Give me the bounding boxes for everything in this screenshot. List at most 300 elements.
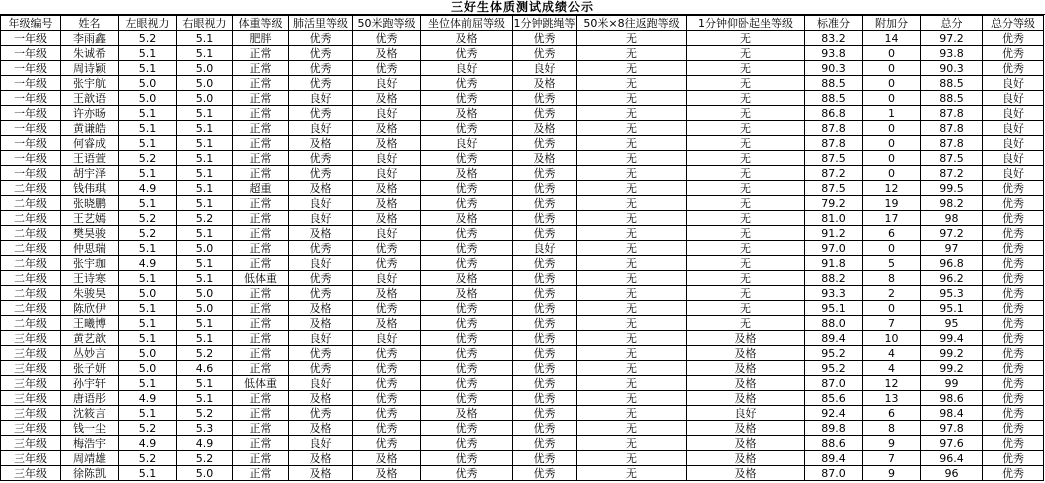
table-cell[interactable]: 正常 <box>233 76 289 91</box>
table-cell[interactable]: 及格 <box>421 286 513 301</box>
table-cell[interactable]: 优秀 <box>421 121 513 136</box>
table-cell[interactable]: 98.6 <box>921 391 983 406</box>
table-cell[interactable]: 无 <box>687 31 805 46</box>
table-cell[interactable]: 优秀 <box>421 226 513 241</box>
table-cell[interactable]: 8 <box>863 271 921 286</box>
table-cell[interactable]: 良好 <box>289 196 353 211</box>
table-cell[interactable]: 无 <box>687 256 805 271</box>
table-cell[interactable]: 5.1 <box>119 196 177 211</box>
table-cell[interactable]: 无 <box>687 106 805 121</box>
table-cell[interactable]: 87.5 <box>805 181 863 196</box>
table-cell[interactable]: 1 <box>863 106 921 121</box>
table-cell[interactable]: 4.9 <box>177 436 233 451</box>
table-cell[interactable]: 张晓鹏 <box>61 196 119 211</box>
table-cell[interactable]: 0 <box>863 151 921 166</box>
table-cell[interactable]: 4 <box>863 361 921 376</box>
table-cell[interactable]: 无 <box>687 196 805 211</box>
table-cell[interactable]: 95.2 <box>805 346 863 361</box>
table-cell[interactable]: 5.1 <box>177 181 233 196</box>
table-cell[interactable]: 二年级 <box>1 241 61 256</box>
table-cell[interactable]: 5.1 <box>177 196 233 211</box>
table-cell[interactable]: 5.1 <box>177 106 233 121</box>
table-cell[interactable]: 无 <box>687 76 805 91</box>
column-header[interactable]: 50米跑等级 <box>353 16 421 31</box>
table-cell[interactable]: 5.2 <box>119 31 177 46</box>
table-cell[interactable]: 优秀 <box>983 451 1044 466</box>
table-cell[interactable]: 良好 <box>353 331 421 346</box>
table-cell[interactable]: 朱骏昊 <box>61 286 119 301</box>
table-cell[interactable]: 正常 <box>233 61 289 76</box>
table-cell[interactable]: 良好 <box>289 211 353 226</box>
table-cell[interactable]: 及格 <box>289 421 353 436</box>
table-cell[interactable]: 87.8 <box>921 106 983 121</box>
table-cell[interactable]: 超重 <box>233 181 289 196</box>
table-cell[interactable]: 良好 <box>289 436 353 451</box>
table-cell[interactable]: 优秀 <box>421 376 513 391</box>
table-cell[interactable]: 正常 <box>233 121 289 136</box>
table-cell[interactable]: 三年级 <box>1 331 61 346</box>
table-cell[interactable]: 正常 <box>233 241 289 256</box>
table-cell[interactable]: 二年级 <box>1 181 61 196</box>
table-cell[interactable]: 89.8 <box>805 421 863 436</box>
table-cell[interactable]: 优秀 <box>289 46 353 61</box>
column-header[interactable]: 姓名 <box>61 16 119 31</box>
table-cell[interactable]: 5.0 <box>119 76 177 91</box>
table-cell[interactable]: 及格 <box>687 331 805 346</box>
table-cell[interactable]: 良好 <box>289 91 353 106</box>
table-cell[interactable]: 优秀 <box>421 196 513 211</box>
table-cell[interactable]: 无 <box>687 301 805 316</box>
table-cell[interactable]: 95.2 <box>805 361 863 376</box>
table-cell[interactable]: 4.9 <box>119 391 177 406</box>
table-cell[interactable]: 无 <box>687 151 805 166</box>
table-cell[interactable]: 正常 <box>233 421 289 436</box>
table-cell[interactable]: 5.0 <box>119 91 177 106</box>
table-cell[interactable]: 优秀 <box>513 286 577 301</box>
table-cell[interactable]: 优秀 <box>289 106 353 121</box>
table-cell[interactable]: 89.4 <box>805 451 863 466</box>
table-cell[interactable]: 优秀 <box>983 421 1044 436</box>
table-cell[interactable]: 91.8 <box>805 256 863 271</box>
table-cell[interactable]: 无 <box>577 391 687 406</box>
table-cell[interactable]: 优秀 <box>983 241 1044 256</box>
table-cell[interactable]: 无 <box>687 181 805 196</box>
table-cell[interactable]: 正常 <box>233 211 289 226</box>
table-cell[interactable]: 无 <box>687 286 805 301</box>
table-cell[interactable]: 及格 <box>513 76 577 91</box>
table-cell[interactable]: 及格 <box>421 271 513 286</box>
table-cell[interactable]: 5.1 <box>177 271 233 286</box>
table-cell[interactable]: 90.3 <box>805 61 863 76</box>
table-cell[interactable]: 李雨鑫 <box>61 31 119 46</box>
table-cell[interactable]: 88.6 <box>805 436 863 451</box>
table-cell[interactable]: 良好 <box>513 61 577 76</box>
table-cell[interactable]: 良好 <box>513 241 577 256</box>
table-cell[interactable]: 及格 <box>421 31 513 46</box>
table-cell[interactable]: 优秀 <box>421 316 513 331</box>
table-cell[interactable]: 优秀 <box>513 466 577 481</box>
table-cell[interactable]: 7 <box>863 451 921 466</box>
table-cell[interactable]: 0 <box>863 46 921 61</box>
table-cell[interactable]: 良好 <box>353 271 421 286</box>
table-cell[interactable]: 优秀 <box>421 301 513 316</box>
table-cell[interactable]: 0 <box>863 241 921 256</box>
table-cell[interactable]: 5.0 <box>177 61 233 76</box>
table-cell[interactable]: 一年级 <box>1 136 61 151</box>
table-cell[interactable]: 优秀 <box>513 106 577 121</box>
table-cell[interactable]: 一年级 <box>1 166 61 181</box>
table-cell[interactable]: 良好 <box>983 91 1044 106</box>
table-cell[interactable]: 0 <box>863 121 921 136</box>
table-cell[interactable]: 及格 <box>353 196 421 211</box>
table-cell[interactable]: 优秀 <box>421 421 513 436</box>
table-cell[interactable]: 88.5 <box>805 76 863 91</box>
table-cell[interactable]: 87.5 <box>921 151 983 166</box>
table-cell[interactable]: 低体重 <box>233 376 289 391</box>
table-cell[interactable]: 97.6 <box>921 436 983 451</box>
table-cell[interactable]: 及格 <box>353 91 421 106</box>
table-cell[interactable]: 王语萱 <box>61 151 119 166</box>
table-cell[interactable]: 正常 <box>233 196 289 211</box>
table-cell[interactable]: 及格 <box>289 301 353 316</box>
table-cell[interactable]: 5.1 <box>119 301 177 316</box>
table-cell[interactable]: 王诗寒 <box>61 271 119 286</box>
table-cell[interactable]: 无 <box>577 316 687 331</box>
table-cell[interactable]: 唐语彤 <box>61 391 119 406</box>
table-cell[interactable]: 黄谦皓 <box>61 121 119 136</box>
table-cell[interactable]: 91.2 <box>805 226 863 241</box>
table-cell[interactable]: 许亦旸 <box>61 106 119 121</box>
table-cell[interactable]: 89.4 <box>805 331 863 346</box>
table-cell[interactable]: 二年级 <box>1 226 61 241</box>
table-cell[interactable]: 正常 <box>233 316 289 331</box>
table-cell[interactable]: 5.2 <box>119 151 177 166</box>
table-cell[interactable]: 5.0 <box>177 91 233 106</box>
table-cell[interactable]: 5.1 <box>177 166 233 181</box>
table-cell[interactable]: 无 <box>687 121 805 136</box>
table-cell[interactable]: 正常 <box>233 286 289 301</box>
table-cell[interactable]: 优秀 <box>513 226 577 241</box>
table-cell[interactable]: 正常 <box>233 361 289 376</box>
table-cell[interactable]: 无 <box>577 301 687 316</box>
table-cell[interactable]: 一年级 <box>1 151 61 166</box>
column-header[interactable]: 标准分 <box>805 16 863 31</box>
table-cell[interactable]: 优秀 <box>421 451 513 466</box>
table-cell[interactable]: 优秀 <box>983 211 1044 226</box>
table-cell[interactable]: 无 <box>577 286 687 301</box>
table-cell[interactable]: 优秀 <box>353 241 421 256</box>
table-cell[interactable]: 正常 <box>233 151 289 166</box>
table-cell[interactable]: 及格 <box>513 121 577 136</box>
table-cell[interactable]: 优秀 <box>983 316 1044 331</box>
table-cell[interactable]: 优秀 <box>983 466 1044 481</box>
table-cell[interactable]: 79.2 <box>805 196 863 211</box>
table-cell[interactable]: 二年级 <box>1 271 61 286</box>
table-cell[interactable]: 朱诚希 <box>61 46 119 61</box>
table-cell[interactable]: 及格 <box>687 451 805 466</box>
table-cell[interactable]: 无 <box>687 61 805 76</box>
table-cell[interactable]: 5.0 <box>119 361 177 376</box>
table-cell[interactable]: 4.6 <box>177 361 233 376</box>
table-cell[interactable]: 95 <box>921 316 983 331</box>
table-cell[interactable]: 优秀 <box>513 211 577 226</box>
table-cell[interactable]: 5.2 <box>177 211 233 226</box>
table-cell[interactable]: 97.2 <box>921 226 983 241</box>
table-cell[interactable]: 96.4 <box>921 451 983 466</box>
table-cell[interactable]: 正常 <box>233 466 289 481</box>
table-cell[interactable]: 优秀 <box>983 196 1044 211</box>
table-cell[interactable]: 优秀 <box>289 166 353 181</box>
table-cell[interactable]: 5.1 <box>177 391 233 406</box>
table-cell[interactable]: 优秀 <box>421 151 513 166</box>
table-cell[interactable]: 优秀 <box>513 346 577 361</box>
table-cell[interactable]: 5.1 <box>119 466 177 481</box>
table-cell[interactable]: 优秀 <box>353 361 421 376</box>
table-cell[interactable]: 二年级 <box>1 316 61 331</box>
table-cell[interactable]: 优秀 <box>983 271 1044 286</box>
table-cell[interactable]: 良好 <box>353 151 421 166</box>
table-cell[interactable]: 97.8 <box>921 421 983 436</box>
table-cell[interactable]: 正常 <box>233 301 289 316</box>
table-cell[interactable]: 87.8 <box>805 136 863 151</box>
table-cell[interactable]: 优秀 <box>421 466 513 481</box>
table-cell[interactable]: 5.1 <box>177 256 233 271</box>
table-cell[interactable]: 何睿成 <box>61 136 119 151</box>
table-cell[interactable]: 优秀 <box>289 61 353 76</box>
table-cell[interactable]: 5.0 <box>177 466 233 481</box>
table-cell[interactable]: 5.1 <box>119 136 177 151</box>
table-cell[interactable]: 98.2 <box>921 196 983 211</box>
table-cell[interactable]: 良好 <box>421 136 513 151</box>
table-cell[interactable]: 无 <box>577 151 687 166</box>
table-cell[interactable]: 优秀 <box>353 31 421 46</box>
table-cell[interactable]: 5.1 <box>177 376 233 391</box>
table-cell[interactable]: 优秀 <box>513 316 577 331</box>
table-cell[interactable]: 及格 <box>353 316 421 331</box>
table-cell[interactable]: 无 <box>577 466 687 481</box>
table-cell[interactable]: 7 <box>863 316 921 331</box>
table-cell[interactable]: 97.0 <box>805 241 863 256</box>
table-cell[interactable]: 优秀 <box>353 301 421 316</box>
table-cell[interactable]: 胡宇泽 <box>61 166 119 181</box>
table-cell[interactable]: 丛妙言 <box>61 346 119 361</box>
table-cell[interactable]: 及格 <box>687 346 805 361</box>
table-cell[interactable]: 无 <box>577 211 687 226</box>
table-cell[interactable]: 及格 <box>513 151 577 166</box>
table-cell[interactable]: 88.0 <box>805 316 863 331</box>
table-cell[interactable]: 优秀 <box>983 346 1044 361</box>
table-cell[interactable]: 优秀 <box>289 361 353 376</box>
table-cell[interactable]: 优秀 <box>513 451 577 466</box>
table-cell[interactable]: 5.0 <box>177 301 233 316</box>
table-cell[interactable]: 仲思瑞 <box>61 241 119 256</box>
table-cell[interactable]: 87.2 <box>805 166 863 181</box>
column-header[interactable]: 右眼视力 <box>177 16 233 31</box>
table-cell[interactable]: 正常 <box>233 331 289 346</box>
table-cell[interactable]: 5.1 <box>119 331 177 346</box>
table-cell[interactable]: 98 <box>921 211 983 226</box>
table-cell[interactable]: 正常 <box>233 226 289 241</box>
table-cell[interactable]: 2 <box>863 286 921 301</box>
table-cell[interactable]: 优秀 <box>513 391 577 406</box>
table-cell[interactable]: 86.8 <box>805 106 863 121</box>
table-cell[interactable]: 及格 <box>353 466 421 481</box>
table-cell[interactable]: 优秀 <box>289 76 353 91</box>
table-cell[interactable]: 优秀 <box>983 301 1044 316</box>
table-cell[interactable]: 5.0 <box>119 346 177 361</box>
table-cell[interactable]: 正常 <box>233 436 289 451</box>
table-cell[interactable]: 优秀 <box>983 331 1044 346</box>
table-cell[interactable]: 樊昊骏 <box>61 226 119 241</box>
table-cell[interactable]: 优秀 <box>983 256 1044 271</box>
table-cell[interactable]: 5.1 <box>119 46 177 61</box>
table-cell[interactable]: 优秀 <box>289 286 353 301</box>
table-cell[interactable]: 优秀 <box>513 436 577 451</box>
table-cell[interactable]: 4.9 <box>119 436 177 451</box>
table-cell[interactable]: 优秀 <box>513 406 577 421</box>
table-cell[interactable]: 5.1 <box>119 316 177 331</box>
table-cell[interactable]: 优秀 <box>289 151 353 166</box>
table-cell[interactable]: 92.4 <box>805 406 863 421</box>
table-cell[interactable]: 良好 <box>983 151 1044 166</box>
table-cell[interactable]: 96.2 <box>921 271 983 286</box>
table-cell[interactable]: 9 <box>863 436 921 451</box>
table-cell[interactable]: 一年级 <box>1 61 61 76</box>
table-cell[interactable]: 优秀 <box>513 361 577 376</box>
table-cell[interactable]: 5.1 <box>119 166 177 181</box>
table-cell[interactable]: 优秀 <box>353 61 421 76</box>
table-cell[interactable]: 三年级 <box>1 406 61 421</box>
table-cell[interactable]: 5.1 <box>119 106 177 121</box>
column-header[interactable]: 总分等级 <box>983 16 1044 31</box>
table-cell[interactable]: 及格 <box>687 391 805 406</box>
table-cell[interactable]: 5.0 <box>177 286 233 301</box>
table-cell[interactable]: 及格 <box>687 421 805 436</box>
table-cell[interactable]: 及格 <box>421 166 513 181</box>
table-cell[interactable]: 5.1 <box>177 31 233 46</box>
table-cell[interactable]: 5.1 <box>119 241 177 256</box>
table-cell[interactable]: 三年级 <box>1 376 61 391</box>
table-cell[interactable]: 0 <box>863 76 921 91</box>
column-header[interactable]: 附加分 <box>863 16 921 31</box>
table-cell[interactable]: 正常 <box>233 91 289 106</box>
table-cell[interactable]: 优秀 <box>353 436 421 451</box>
column-header[interactable]: 肺活里等级 <box>289 16 353 31</box>
table-cell[interactable]: 优秀 <box>513 136 577 151</box>
table-cell[interactable]: 优秀 <box>983 406 1044 421</box>
table-cell[interactable]: 88.5 <box>921 91 983 106</box>
table-cell[interactable]: 沈筱言 <box>61 406 119 421</box>
table-cell[interactable]: 无 <box>577 226 687 241</box>
table-cell[interactable]: 三年级 <box>1 391 61 406</box>
table-cell[interactable]: 无 <box>577 361 687 376</box>
table-cell[interactable]: 优秀 <box>513 91 577 106</box>
table-cell[interactable]: 良好 <box>983 166 1044 181</box>
table-cell[interactable]: 二年级 <box>1 196 61 211</box>
table-cell[interactable]: 优秀 <box>421 391 513 406</box>
table-cell[interactable]: 5.2 <box>177 451 233 466</box>
table-cell[interactable]: 95.1 <box>805 301 863 316</box>
table-cell[interactable]: 正常 <box>233 256 289 271</box>
table-cell[interactable]: 87.5 <box>805 151 863 166</box>
table-cell[interactable]: 肥胖 <box>233 31 289 46</box>
table-cell[interactable]: 0 <box>863 61 921 76</box>
table-cell[interactable]: 93.8 <box>805 46 863 61</box>
table-cell[interactable]: 优秀 <box>983 376 1044 391</box>
table-cell[interactable]: 良好 <box>353 226 421 241</box>
table-cell[interactable]: 及格 <box>687 361 805 376</box>
table-cell[interactable]: 及格 <box>289 181 353 196</box>
table-cell[interactable]: 正常 <box>233 406 289 421</box>
column-header[interactable]: 体重等级 <box>233 16 289 31</box>
table-cell[interactable]: 83.2 <box>805 31 863 46</box>
table-cell[interactable]: 19 <box>863 196 921 211</box>
table-cell[interactable]: 梅浩宇 <box>61 436 119 451</box>
table-cell[interactable]: 及格 <box>421 211 513 226</box>
table-cell[interactable]: 5.0 <box>177 76 233 91</box>
table-cell[interactable]: 良好 <box>983 121 1044 136</box>
table-cell[interactable]: 无 <box>577 181 687 196</box>
table-cell[interactable]: 及格 <box>289 451 353 466</box>
table-cell[interactable]: 优秀 <box>983 436 1044 451</box>
table-cell[interactable]: 良好 <box>289 121 353 136</box>
table-cell[interactable]: 无 <box>577 106 687 121</box>
table-cell[interactable]: 钱一尘 <box>61 421 119 436</box>
column-header[interactable]: 总分 <box>921 16 983 31</box>
table-cell[interactable]: 及格 <box>289 226 353 241</box>
column-header[interactable]: 坐位体前屈等级 <box>421 16 513 31</box>
table-cell[interactable]: 87.2 <box>921 166 983 181</box>
table-cell[interactable]: 96.8 <box>921 256 983 271</box>
table-cell[interactable]: 88.2 <box>805 271 863 286</box>
table-cell[interactable]: 93.3 <box>805 286 863 301</box>
table-cell[interactable]: 85.6 <box>805 391 863 406</box>
table-cell[interactable]: 0 <box>863 301 921 316</box>
table-cell[interactable]: 8 <box>863 421 921 436</box>
column-header[interactable]: 年级编号 <box>1 16 61 31</box>
table-cell[interactable]: 良好 <box>983 106 1044 121</box>
table-cell[interactable]: 10 <box>863 331 921 346</box>
table-cell[interactable]: 5.1 <box>119 271 177 286</box>
table-cell[interactable]: 三年级 <box>1 361 61 376</box>
table-cell[interactable]: 徐陈凯 <box>61 466 119 481</box>
table-cell[interactable]: 良好 <box>353 106 421 121</box>
table-cell[interactable]: 三年级 <box>1 466 61 481</box>
column-header[interactable]: 1分钟仰卧起坐等级 <box>687 16 805 31</box>
table-cell[interactable]: 及格 <box>353 136 421 151</box>
table-cell[interactable]: 及格 <box>353 451 421 466</box>
table-cell[interactable]: 5.1 <box>177 121 233 136</box>
table-cell[interactable]: 张子妍 <box>61 361 119 376</box>
table-cell[interactable]: 5.1 <box>177 226 233 241</box>
table-cell[interactable]: 优秀 <box>513 256 577 271</box>
table-cell[interactable]: 无 <box>577 406 687 421</box>
table-cell[interactable]: 一年级 <box>1 106 61 121</box>
table-cell[interactable]: 及格 <box>353 121 421 136</box>
table-cell[interactable]: 良好 <box>289 256 353 271</box>
table-cell[interactable]: 5.0 <box>119 286 177 301</box>
table-cell[interactable]: 5.1 <box>177 316 233 331</box>
table-cell[interactable]: 5.2 <box>177 346 233 361</box>
table-cell[interactable]: 优秀 <box>513 301 577 316</box>
table-cell[interactable]: 无 <box>577 76 687 91</box>
table-cell[interactable]: 无 <box>577 256 687 271</box>
table-cell[interactable]: 及格 <box>289 466 353 481</box>
table-cell[interactable]: 优秀 <box>513 46 577 61</box>
table-cell[interactable]: 0 <box>863 166 921 181</box>
table-cell[interactable]: 及格 <box>353 181 421 196</box>
table-cell[interactable]: 4 <box>863 346 921 361</box>
